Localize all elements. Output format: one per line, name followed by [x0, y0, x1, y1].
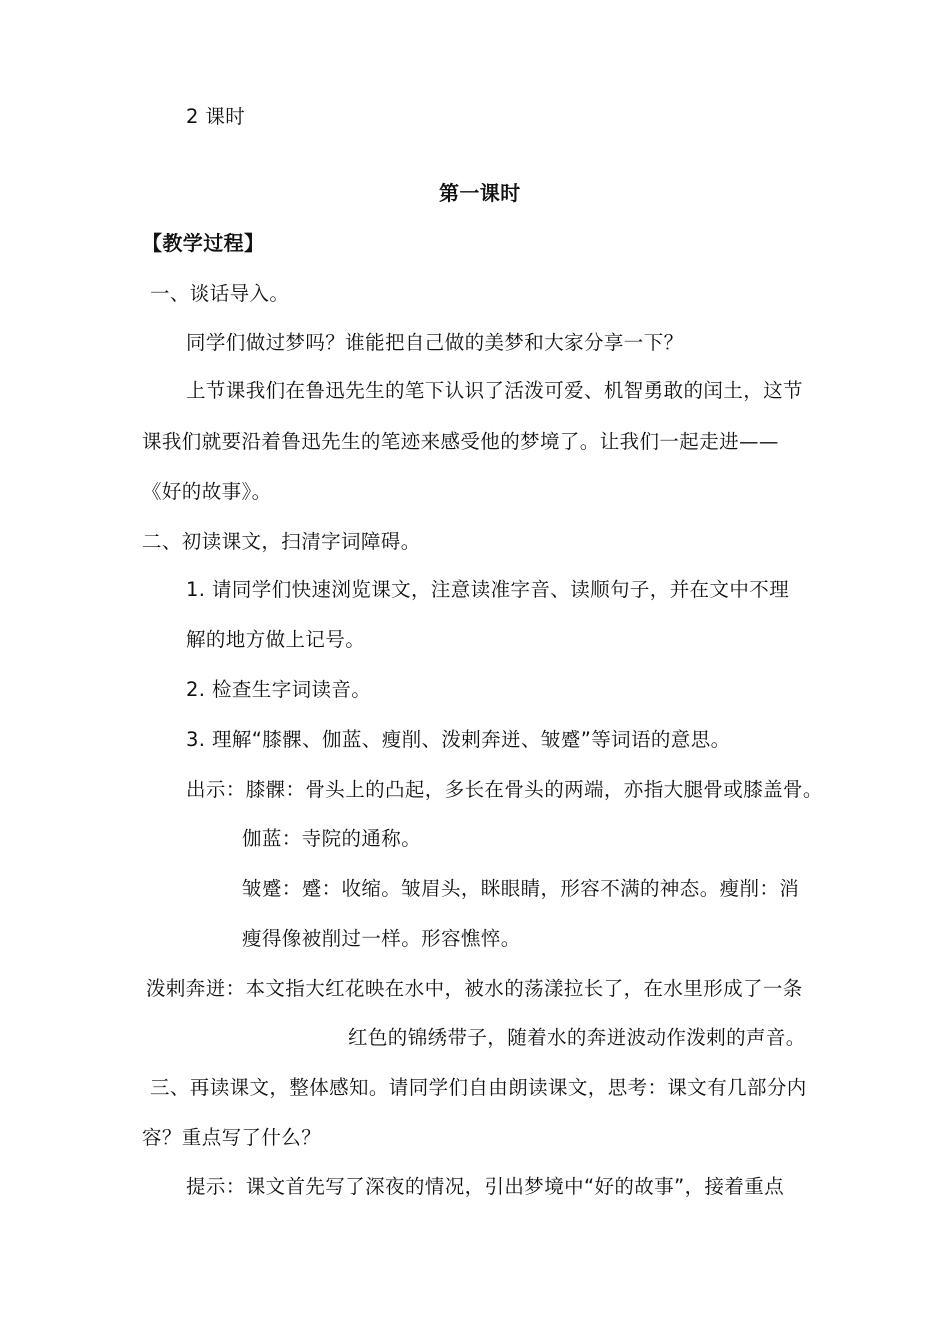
section2-item3: 3. 理解“膝髁、伽蓝、瘦削、泼剌奔迸、皱蹙”等词语的意思。	[186, 728, 731, 751]
definition-pola-line1: 泼剌奔迸：本文指大红花映在水中，被水的荡漾拉长了，在水里形成了一条	[146, 977, 803, 1000]
section1-paragraph2-line2: 课我们就要沿着鲁迅先生的笔迹来感受他的梦境了。让我们一起走进——	[142, 430, 779, 453]
section2-item1-line2: 解的地方做上记号。	[186, 628, 366, 651]
section1-paragraph2-line1: 上节课我们在鲁迅先生的笔下认识了活泼可爱、机智勇敢的闰土，这节	[186, 379, 803, 402]
section2-title: 二、初读课文，扫清字词障碍。	[142, 530, 421, 553]
section3-title-line1: 三、再读课文，整体感知。请同学们自由朗读课文，思考：课文有几部分内	[150, 1076, 807, 1099]
section1-paragraph1: 同学们做过梦吗？谁能把自己做的美梦和大家分享一下？	[186, 331, 684, 354]
section1-paragraph2-line3: 《好的故事》。	[142, 480, 272, 503]
lesson-duration: 2 课时	[186, 105, 246, 128]
section3-title-line2: 容？重点写了什么？	[142, 1126, 322, 1149]
process-heading: 【教学过程】	[142, 231, 265, 255]
definition-jialan: 伽蓝：寺院的通称。	[242, 827, 422, 850]
definition-xike: 出示：膝髁：骨头上的凸起，多长在骨头的两端，亦指大腿骨或膝盖骨。	[186, 778, 823, 801]
section1-title: 一、谈话导入。	[150, 282, 290, 305]
definition-pola-line2: 红色的锦绣带子，随着水的奔迸波动作泼剌的声音。	[348, 1026, 806, 1049]
section2-item2: 2. 检查生字词读音。	[186, 678, 372, 701]
lesson-title: 第一课时	[439, 181, 521, 205]
section3-hint-line1: 提示：课文首先写了深夜的情况，引出梦境中“好的故事”，接着重点	[186, 1175, 785, 1198]
section2-item1-line1: 1. 请同学们快速浏览课文，注意读准字音、读顺句子，并在文中不理	[186, 578, 790, 601]
definition-zhoucu-line1: 皱蹙：蹙：收缩。皱眉头，眯眼睛，形容不满的神态。瘦削：消	[242, 877, 800, 900]
definition-zhoucu-line2: 瘦得像被削过一样。形容憔悴。	[242, 927, 521, 950]
